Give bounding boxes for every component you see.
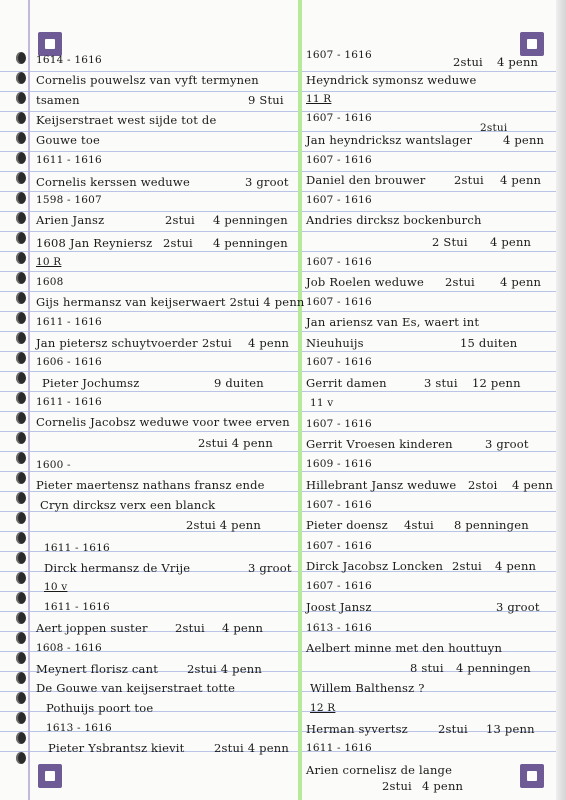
entry-text: 8 stui xyxy=(410,661,444,675)
binder-hole-icon xyxy=(16,292,26,304)
entry-text: 4 penningen xyxy=(213,236,288,250)
entry-text: 12 R xyxy=(310,702,336,714)
entry-text: 4 penn xyxy=(500,275,542,289)
entry-text: 1608 xyxy=(36,276,64,288)
binder-hole-icon xyxy=(16,192,26,204)
page-header-band xyxy=(0,0,566,52)
entry-text: 2stui 4 penn xyxy=(214,741,289,755)
entry-text: 4 penn xyxy=(248,336,290,350)
entry-text: 1611 - 1616 xyxy=(36,396,102,408)
entry-text: Joost Jansz xyxy=(306,600,372,614)
page-footer-band xyxy=(0,752,566,800)
corner-mark-bottom-left-icon xyxy=(38,764,62,788)
entry-text: 2stui xyxy=(453,55,483,69)
entry-text: Gerrit Vroesen kinderen xyxy=(306,437,453,451)
entry-text: 3 stui xyxy=(424,376,458,390)
entry-text: 1607 - 1616 xyxy=(306,418,372,430)
entry-text: 4 penn xyxy=(422,779,464,793)
entry-text: 4 penn xyxy=(490,235,532,249)
entry-text: 4 penn xyxy=(503,133,545,147)
entry-text: 9 Stui xyxy=(248,93,284,107)
binder-hole-icon xyxy=(16,612,26,624)
entry-text: 1614 - 1616 xyxy=(36,54,102,66)
entry-text: Meynert florisz cant xyxy=(36,662,159,676)
binder-hole-icon xyxy=(16,332,26,344)
binder-hole-icon xyxy=(16,432,26,444)
entry-text: Jan heyndricksz wantslager xyxy=(306,133,473,147)
entry-text: Gerrit damen xyxy=(306,376,387,390)
binder-hole-icon xyxy=(16,112,26,124)
entry-text: 1600 - xyxy=(36,459,71,471)
entry-text: tsamen xyxy=(36,93,80,107)
binder-hole-icon xyxy=(16,592,26,604)
entry-text: 4 penn xyxy=(500,173,542,187)
entry-text: 1608 - 1616 xyxy=(36,642,102,654)
entry-text: 2stui xyxy=(175,621,205,635)
entry-text: Pieter Jochumsz xyxy=(42,376,140,390)
entry-text: 3 groot xyxy=(496,600,540,614)
binder-hole-icon xyxy=(16,312,26,324)
entry-text: 1609 - 1616 xyxy=(306,458,372,470)
entry-text: 3 groot xyxy=(245,175,289,189)
entry-text: 1606 - 1616 xyxy=(36,356,102,368)
entry-text: 15 duiten xyxy=(460,336,518,350)
entry-text: 4stui xyxy=(404,518,434,532)
binder-hole-icon xyxy=(16,712,26,724)
binder-hole-icon xyxy=(16,72,26,84)
entry-text: 3 groot xyxy=(485,437,529,451)
entry-text: Cornelis kerssen weduwe xyxy=(36,175,190,189)
entry-text: 1607 - 1616 xyxy=(306,499,372,511)
binder-hole-icon xyxy=(16,472,26,484)
binder-hole-icon xyxy=(16,152,26,164)
entry-text: Andries dircksz bockenburch xyxy=(306,213,482,227)
binder-hole-icon xyxy=(16,632,26,644)
entry-text: Pieter maertensz nathans fransz ende xyxy=(36,478,265,492)
entry-text: Dirck hermansz de Vrije xyxy=(44,561,191,575)
binder-hole-icon xyxy=(16,552,26,564)
entry-text: Heyndrick symonsz weduwe xyxy=(306,73,477,87)
entry-text: Pieter Ysbrantsz kievit xyxy=(48,741,185,755)
binder-hole-icon xyxy=(16,132,26,144)
entry-text: Willem Balthensz ? xyxy=(310,681,425,695)
entry-text: 4 penn xyxy=(497,55,539,69)
entry-text: 2 Stui xyxy=(432,235,468,249)
binder-hole-icon xyxy=(16,52,26,64)
binder-hole-icon xyxy=(16,752,26,764)
entry-text: 4 penningen xyxy=(213,213,288,227)
entry-text: 2stui 4 penn xyxy=(187,662,262,676)
entry-text: Herman syvertsz xyxy=(306,722,408,736)
entry-text: 2stui xyxy=(454,173,484,187)
entry-text: 2stui xyxy=(202,336,232,350)
entry-text: Gouwe toe xyxy=(36,133,100,147)
entry-text: 1608 Jan Reyniersz xyxy=(36,236,153,250)
entry-text: Arien Jansz xyxy=(36,213,105,227)
binder-hole-icon xyxy=(16,732,26,744)
entry-text: 11 v xyxy=(310,397,334,409)
binder-hole-icon xyxy=(16,532,26,544)
entry-text: 1607 - 1616 xyxy=(306,356,372,368)
entry-text: 2stui 4 penn xyxy=(198,436,273,450)
entry-text: 1611 - 1616 xyxy=(36,316,102,328)
entry-text: 2stui xyxy=(165,213,195,227)
entry-text: Aelbert minne met den houttuyn xyxy=(306,641,503,655)
entry-text: Job Roelen weduwe xyxy=(306,275,424,289)
entry-text: 10 R xyxy=(36,256,62,268)
binder-hole-icon xyxy=(16,232,26,244)
entry-text: 10 v xyxy=(44,581,68,593)
entry-text: 1611 - 1616 xyxy=(36,154,102,166)
entry-text: Pieter doensz xyxy=(306,518,388,532)
entry-text: 11 R xyxy=(306,93,332,105)
binder-hole-icon xyxy=(16,492,26,504)
entry-text: Keijserstraet west sijde tot de xyxy=(36,113,217,127)
binder-hole-icon xyxy=(16,452,26,464)
page-edge xyxy=(556,0,566,800)
binder-hole-icon xyxy=(16,252,26,264)
entry-text: 2stui xyxy=(438,722,468,736)
entry-text: 4 penn xyxy=(512,478,554,492)
binder-hole-icon xyxy=(16,172,26,184)
entry-text: 2stui xyxy=(445,275,475,289)
entry-text: Cornelis Jacobsz weduwe voor twee erven xyxy=(36,415,290,429)
entry-text: 2stoi xyxy=(468,478,498,492)
entry-text: Daniel den brouwer xyxy=(306,173,426,187)
entry-text: Jan ariensz van Es, waert int xyxy=(306,315,480,329)
binder-hole-icon xyxy=(16,652,26,664)
binder-hole-icon xyxy=(16,372,26,384)
binder-hole-icon xyxy=(16,212,26,224)
entry-text: 8 penningen xyxy=(454,518,529,532)
entry-text: 2stui xyxy=(452,559,482,573)
entry-text: Gijs hermansz van keijserwaert 2stui 4 penn xyxy=(36,295,305,309)
entry-text: 2stui xyxy=(382,779,412,793)
binder-hole-icon xyxy=(16,572,26,584)
entry-text: 3 groot xyxy=(248,561,292,575)
entry-text: 1607 - 1616 xyxy=(306,296,372,308)
entry-text: 1607 - 1616 xyxy=(306,194,372,206)
binder-hole-icon xyxy=(16,92,26,104)
binder-hole-icon xyxy=(16,272,26,284)
entry-text: 1607 - 1616 xyxy=(306,256,372,268)
binder-hole-icon xyxy=(16,412,26,424)
binder-hole-icon xyxy=(16,512,26,524)
entry-text: 1598 - 1607 xyxy=(36,194,102,206)
entry-text: 12 penn xyxy=(472,376,521,390)
entry-text: Arien cornelisz de lange xyxy=(306,763,453,777)
entry-text: 1607 - 1616 xyxy=(306,112,372,124)
entry-text: Dirck Jacobsz Loncken xyxy=(306,559,444,573)
corner-mark-bottom-right-icon xyxy=(520,764,544,788)
entry-text: 4 penningen xyxy=(456,661,531,675)
entry-text: Cornelis pouwelsz van vyft termynen xyxy=(36,73,259,87)
entry-text: Hillebrant Jansz weduwe xyxy=(306,478,457,492)
entry-text: Nieuhuijs xyxy=(306,336,364,350)
entry-text: 4 penn xyxy=(495,559,537,573)
entry-text: 13 penn xyxy=(486,722,535,736)
entry-text: Aert joppen suster xyxy=(36,621,148,635)
entry-text: Pothuijs poort toe xyxy=(46,701,154,715)
entry-text: 1607 - 1616 xyxy=(306,49,372,61)
binder-hole-icon xyxy=(16,692,26,704)
binder-hole-icon xyxy=(16,672,26,684)
entry-text: De Gouwe van keijserstraet totte xyxy=(36,681,236,695)
entry-text: 1613 - 1616 xyxy=(306,622,372,634)
entry-text: 9 duiten xyxy=(214,376,264,390)
entry-text: 2stui xyxy=(480,122,508,134)
entry-text: 1607 - 1616 xyxy=(306,580,372,592)
left-margin-rule xyxy=(28,0,30,800)
entry-text: 1607 - 1616 xyxy=(306,154,372,166)
entry-text: 4 penn xyxy=(222,621,264,635)
entry-text: 1611 - 1616 xyxy=(44,601,110,613)
entry-text: 2stui xyxy=(163,236,193,250)
binder-hole-icon xyxy=(16,392,26,404)
entry-text: 1611 - 1616 xyxy=(306,742,372,754)
entry-text: 2stui 4 penn xyxy=(186,518,261,532)
entry-text: 1611 - 1616 xyxy=(44,542,110,554)
entry-text: 1607 - 1616 xyxy=(306,540,372,552)
entry-text: 1613 - 1616 xyxy=(46,722,112,734)
entry-text: Jan pietersz schuytvoerder xyxy=(36,336,198,350)
center-divider-line xyxy=(298,0,302,800)
entry-text: Cryn dircksz verx een blanck xyxy=(40,498,216,512)
binder-hole-icon xyxy=(16,352,26,364)
